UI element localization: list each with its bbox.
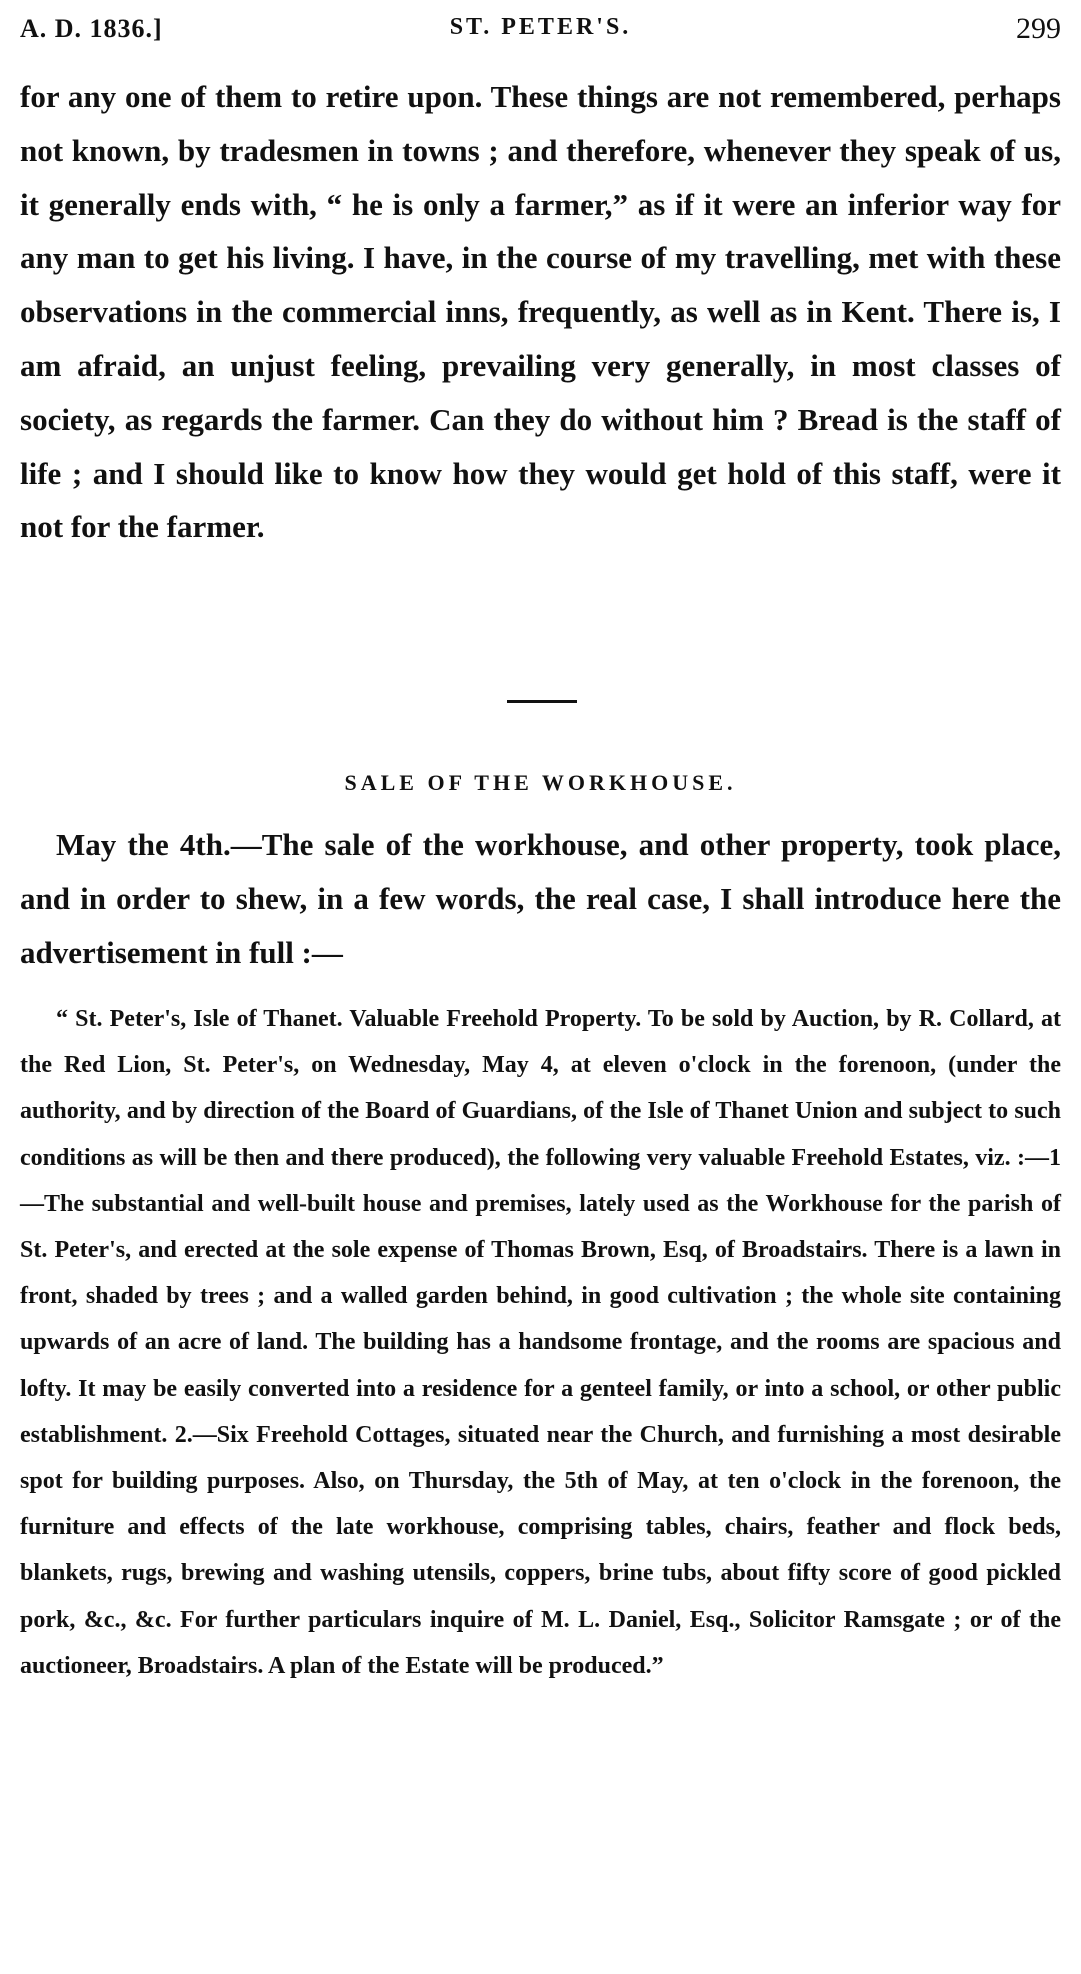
paragraph-farmer: for any one of them to retire upon. These things are not remembered, perhaps not known, by tradesmen in towns ; and therefore, whenever they speak of us, it generally ends with, “ he is only a farmer,” as if it were an inferior way for any man to get his living. I have, in the course of my travelling, met with these observations in the commercial inns, frequently, as well as in Kent. There is, I am afraid, an unjust feeling, prevailing very generally, in most classes of society, as regards the farmer. Can they do without him ? Bread is the staff of life ; and I should like to know how they would get hold of this staff, were it not for the farmer. (20, 79, 1061, 545)
paragraph-sale: May the 4th.—The sale of the workhouse, and other property, took place, and in order to shew, in a few words, the real case, I shall introduce here the advertisement in full :— (20, 827, 1061, 970)
section-heading: SALE OF THE WORKHOUSE. (344, 770, 737, 795)
header-date: A. D. 1836.] (20, 14, 163, 43)
running-head (20, 12, 1061, 52)
header-title: ST. PETER'S. (449, 14, 632, 40)
advertisement-quote: “ St. Peter's, Isle of Thanet. Valuable Freehold Property. To be sold by Auction, by R. Collard, at the Red Lion, St. Peter's, on Wednesday, May 4, at eleven o'clock in the forenoon, (under the authority, and by direction of the Board of Guardians, of the Isle of Thanet Union and subject to such conditions as will be then and there produced), the following very valuable Freehold Estates, viz. :—1—The substantial and well-built house and premises, lately used as the Workhouse for the parish of St. Peter's, and erected at the sole expense of Thomas Brown, Esq, of Broadstairs. There is a lawn in front, shaded by trees ; and a walled garden behind, in good cultivation ; the whole site containing upwards of an acre of land. The building has a handsome frontage, and the rooms are spacious and lofty. It may be easily converted into a residence for a genteel family, or into a school, or other public establishment. 2.—Six Freehold Cottages, situated near the Church, and furnishing a most desirable spot for building purposes. Also, on Thursday, the 5th of May, at ten o'clock in the forenoon, the furniture and effects of the late workhouse, comprising tables, chairs, feather and flock beds, blankets, rugs, brewing and washing utensils, coppers, brine tubs, about fifty score of good pickled pork, &c., &c. For further particulars inquire of M. L. Daniel, Esq., Solicitor Ramsgate ; or of the auctioneer, Broadstairs. A plan of the Estate will be produced.” (20, 1006, 1061, 1679)
section-divider (507, 700, 577, 703)
page-number: 299 (1016, 12, 1061, 45)
